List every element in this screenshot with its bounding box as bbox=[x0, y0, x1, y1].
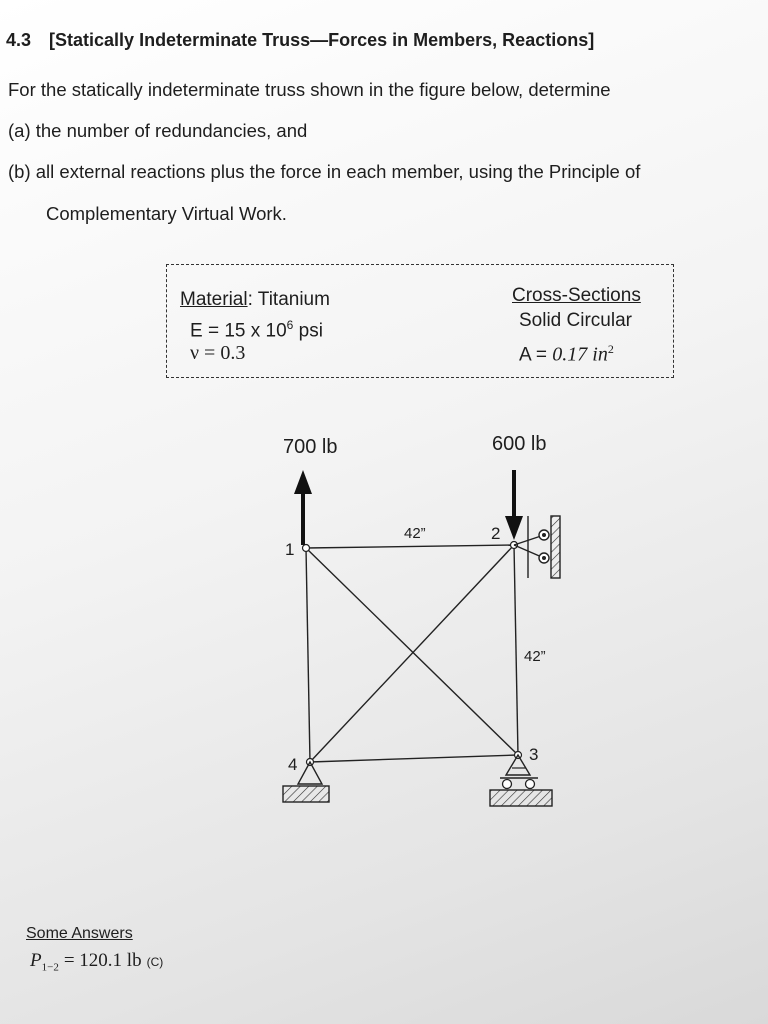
part-a: (a) the number of redundancies, and bbox=[8, 120, 308, 141]
node-2-wall-support bbox=[514, 516, 560, 578]
answers-heading: Some Answers bbox=[26, 925, 133, 942]
member-4-1 bbox=[306, 548, 310, 762]
load-600-arrow-head bbox=[505, 516, 523, 540]
dimension-right: 42” bbox=[524, 648, 546, 665]
part-b-line2: Complementary Virtual Work. bbox=[46, 203, 287, 224]
answer-p12 bbox=[30, 950, 163, 974]
part-b-line1: (b) all external reactions plus the force in each member, using the Principle of bbox=[8, 161, 641, 182]
answer-p-note: (C) bbox=[146, 955, 164, 969]
node-3-label: 3 bbox=[529, 745, 539, 764]
answer-p-subscript: 1−2 bbox=[41, 961, 59, 974]
node-3-roller-support bbox=[490, 755, 552, 806]
cross-section-title: Cross-Sections bbox=[512, 285, 641, 306]
material-name: : Titanium bbox=[247, 289, 330, 310]
node-4-label: 4 bbox=[288, 755, 298, 774]
modulus-exponent: 6 bbox=[286, 318, 294, 332]
load-700-arrow-head bbox=[294, 470, 312, 494]
material-label: Material bbox=[180, 289, 248, 310]
problem-title: [Statically Indeterminate Truss—Forces in Members, Reactions] bbox=[49, 30, 595, 50]
member-1-3 bbox=[306, 548, 518, 755]
member-3-4 bbox=[310, 755, 518, 762]
node-1-pin bbox=[303, 545, 310, 552]
member-2-4 bbox=[310, 545, 514, 762]
modulus-prefix: E = 15 x 10 bbox=[190, 320, 287, 342]
member-2-3 bbox=[514, 545, 518, 755]
load-600-label: 600 lb bbox=[492, 433, 547, 455]
problem-intro: For the statically indeterminate truss shown in the figure below, determine bbox=[8, 79, 611, 100]
answer-p-symbol: P bbox=[30, 950, 42, 971]
poisson-ratio: ν = 0.3 bbox=[190, 342, 246, 364]
node-1-label: 1 bbox=[285, 540, 295, 559]
area-value: 0.17 in bbox=[552, 343, 608, 366]
cross-section-type: Solid Circular bbox=[519, 310, 632, 331]
area-prefix: A = bbox=[519, 344, 553, 366]
dimension-top: 42” bbox=[404, 525, 426, 542]
problem-number: 4.3 bbox=[6, 30, 32, 50]
modulus-unit: psi bbox=[293, 320, 323, 342]
load-700-label: 700 lb bbox=[283, 436, 338, 458]
member-1-2 bbox=[306, 545, 514, 548]
area-exponent: 2 bbox=[607, 342, 614, 356]
node-2-label: 2 bbox=[491, 524, 501, 543]
answer-p-value: = 120.1 lb bbox=[63, 950, 142, 971]
